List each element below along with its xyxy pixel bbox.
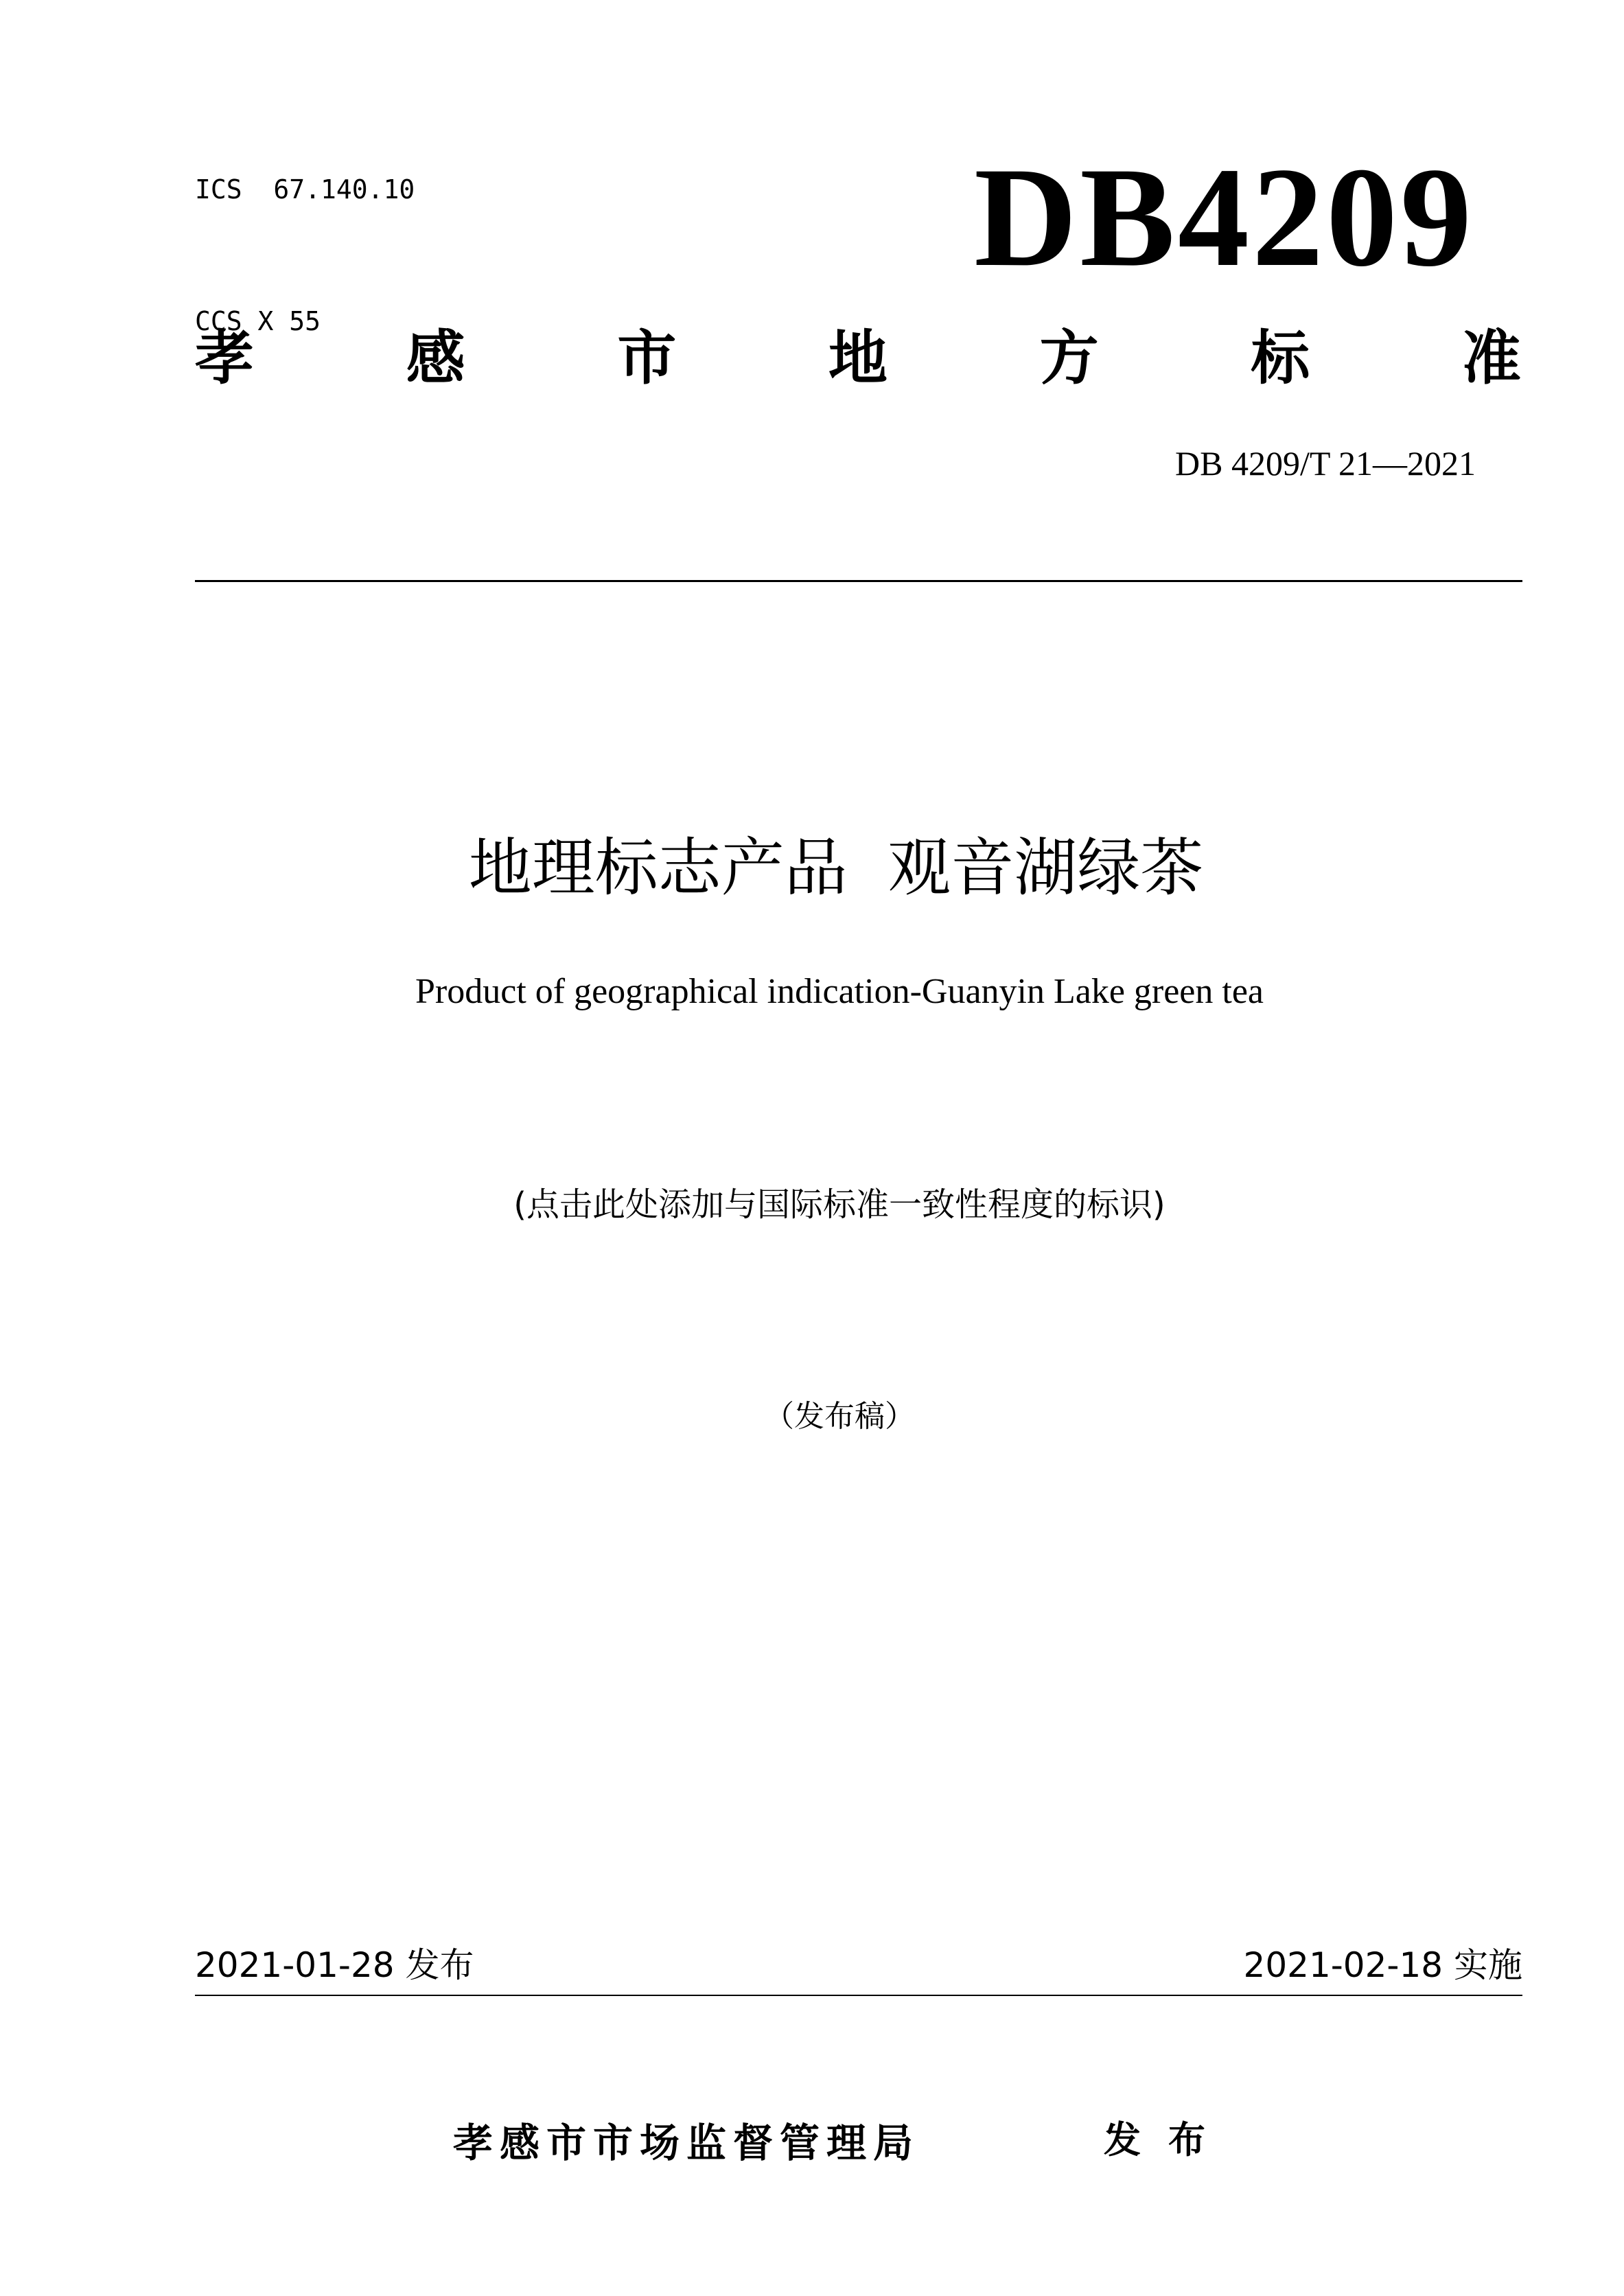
ccs-code: CCS X 55: [195, 306, 321, 336]
implement-date: 2021-02-18 实施: [1243, 1945, 1522, 1985]
issue-label: 发布: [1104, 2118, 1233, 2161]
standard-type-char: 孝: [195, 324, 254, 393]
title-chinese: 地理标志产品 观音湖绿茶: [468, 831, 1204, 905]
draft-status: （发布稿）: [764, 1399, 915, 1434]
standard-number: DB 4209/T 21—2021: [1175, 444, 1476, 483]
consistency-note: (点击此处添加与国际标准一致性程度的标识): [513, 1185, 1165, 1224]
standard-type-char: 市: [617, 324, 677, 393]
standard-type-char: 方: [1039, 324, 1099, 393]
issuer-name: 孝感市市场监督管理局: [453, 2120, 920, 2166]
publish-date: 2021-01-28 发布: [195, 1945, 474, 1985]
title-english: Product of geographical indication-Guanyin Lake green tea: [415, 972, 1264, 1011]
standard-type-char: 准: [1461, 324, 1521, 393]
standard-type-char: 感: [406, 324, 465, 393]
standard-code: DB4209: [974, 138, 1474, 296]
header-divider: [195, 580, 1522, 582]
standard-type-char: 地: [828, 324, 888, 393]
standard-type-char: 标: [1251, 324, 1310, 393]
ics-code: ICS 67.140.10: [195, 174, 415, 205]
standard-type: [195, 317, 1521, 399]
dates-divider: [195, 1995, 1522, 1996]
